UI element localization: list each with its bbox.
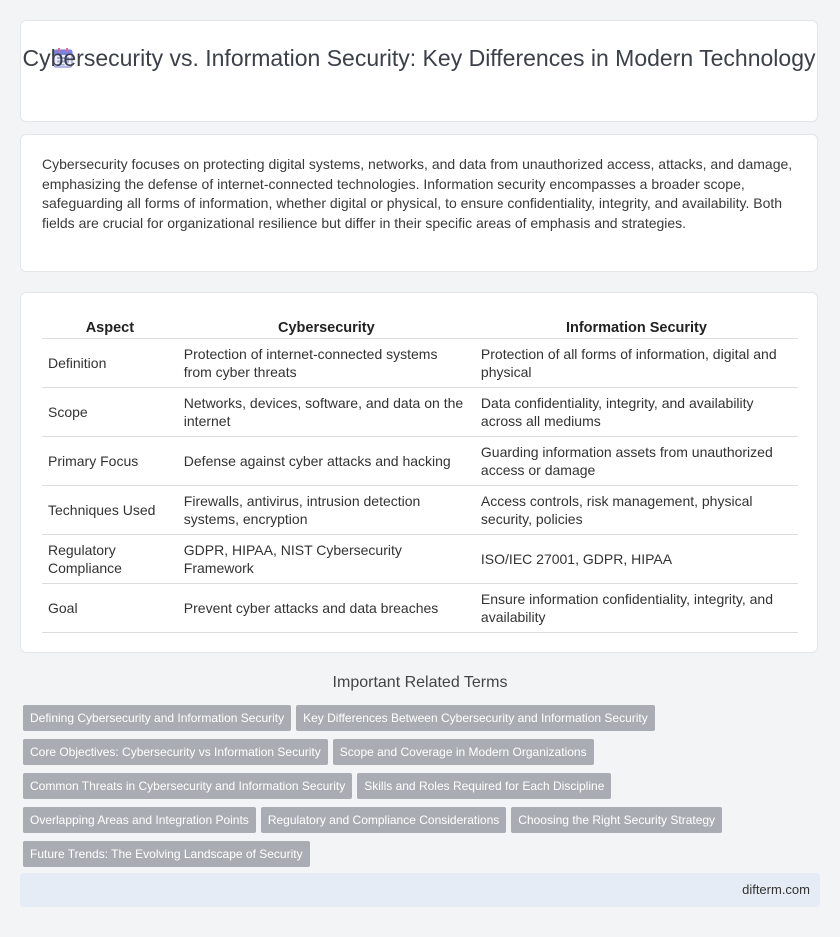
header-cybersecurity: Cybersecurity (178, 317, 475, 339)
related-term-tag[interactable]: Common Threats in Cybersecurity and Information Security (23, 773, 352, 799)
table-cell: ISO/IEC 27001, GDPR, HIPAA (475, 535, 798, 584)
related-terms-heading: Important Related Terms (332, 674, 508, 691)
related-term-tag[interactable]: Defining Cybersecurity and Information Security (23, 705, 291, 731)
table-row (42, 339, 798, 388)
table-cell: Scope (42, 388, 178, 437)
table-row (42, 388, 798, 437)
table-cell: Access controls, risk management, physical security, policies (475, 486, 798, 535)
related-term-tag[interactable]: Overlapping Areas and Integration Points (23, 807, 256, 833)
title-card (20, 20, 818, 122)
intro-card (20, 134, 818, 272)
table-cell: Prevent cyber attacks and data breaches (178, 584, 475, 633)
comparison-card (20, 292, 818, 653)
table-cell: Firewalls, antivirus, intrusion detection systems, encryption (178, 486, 475, 535)
table-cell: Protection of internet-connected systems from cyber threats (178, 339, 475, 388)
table-cell: Goal (42, 584, 178, 633)
table-row (42, 584, 798, 633)
footer-site-link[interactable]: difterm.com (742, 882, 810, 897)
table-cell: Definition (42, 339, 178, 388)
related-term-tag[interactable]: Skills and Roles Required for Each Discipline (357, 773, 611, 799)
table-cell: Networks, devices, software, and data on the internet (178, 388, 475, 437)
table-cell: Techniques Used (42, 486, 178, 535)
table-row (42, 437, 798, 486)
table-cell: Protection of all forms of information, digital and physical (475, 339, 798, 388)
header-information-security: Information Security (475, 317, 798, 339)
comparison-table (42, 317, 798, 633)
table-row (42, 486, 798, 535)
table-row (42, 535, 798, 584)
related-term-tag[interactable]: Future Trends: The Evolving Landscape of Security (23, 841, 310, 867)
footer (20, 873, 820, 907)
related-term-tag[interactable]: Choosing the Right Security Strategy (511, 807, 722, 833)
intro-paragraph: Cybersecurity focuses on protecting digital systems, networks, and data from unauthorized access, attacks, and damage, emphasizing the defense of internet-connected technologies. Information security encompasses a broader scope, safeguarding all forms of information, whether digital or physical, to ensure confidentiality, integrity, and availability. Both fields are crucial for organizational resilience but differ in their specific areas of emphasis and strategies. (42, 156, 793, 231)
table-cell: Guarding information assets from unauthorized access or damage (475, 437, 798, 486)
table-cell: Defense against cyber attacks and hacking (178, 437, 475, 486)
related-terms-list (23, 705, 803, 875)
related-term-tag[interactable]: Regulatory and Compliance Considerations (261, 807, 506, 833)
table-cell: GDPR, HIPAA, NIST Cybersecurity Framework (178, 535, 475, 584)
related-term-tag[interactable]: Core Objectives: Cybersecurity vs Information Security (23, 739, 328, 765)
header-aspect: Aspect (42, 317, 178, 339)
table-cell: Regulatory Compliance (42, 535, 178, 584)
page-title: Cybersecurity vs. Information Security: Key Differences in Modern Technology (22, 45, 816, 71)
related-term-tag[interactable]: Scope and Coverage in Modern Organizations (333, 739, 594, 765)
table-cell: Data confidentiality, integrity, and availability across all mediums (475, 388, 798, 437)
table-cell: Ensure information confidentiality, integrity, and availability (475, 584, 798, 633)
table-header-row (42, 317, 798, 339)
table-cell: Primary Focus (42, 437, 178, 486)
related-term-tag[interactable]: Key Differences Between Cybersecurity and Information Security (296, 705, 655, 731)
